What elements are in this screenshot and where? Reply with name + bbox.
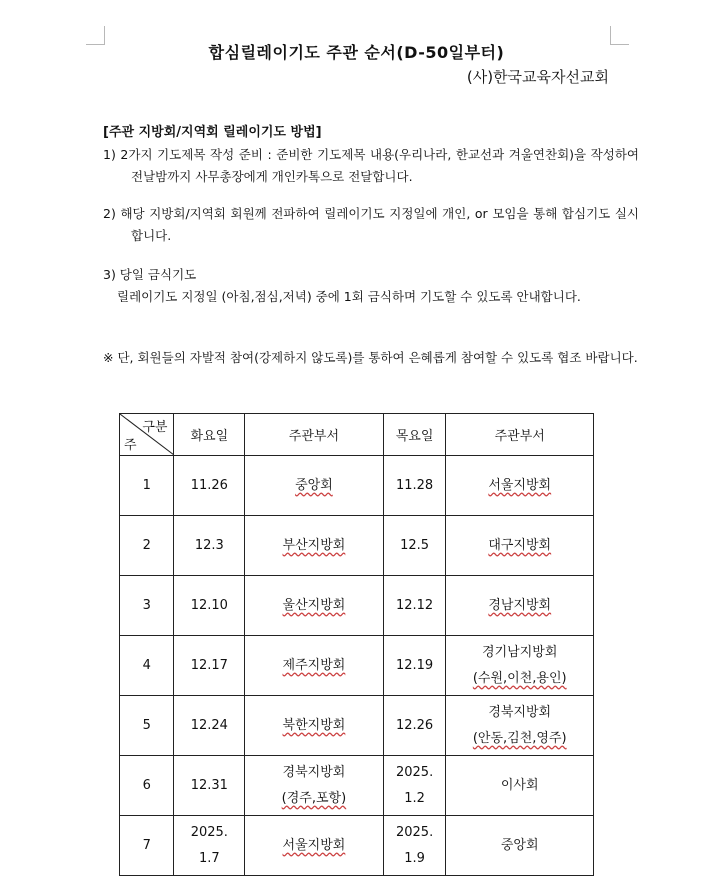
header-tuesday: 화요일 xyxy=(174,414,245,456)
table-row xyxy=(120,696,594,756)
thursday-host-cell xyxy=(446,696,594,756)
tuesday-host-cell xyxy=(245,456,384,516)
date-year: 2025. xyxy=(395,824,434,840)
thursday-date-cell: 12.26 xyxy=(383,696,446,756)
schedule-table xyxy=(119,413,594,876)
host-name: 경기남지방회 xyxy=(482,644,558,660)
method-item-1: 1) 2가지 기도제목 작성 준비 : 준비한 기도제목 내용(우리나라, 한교선과 겨울연찬회)을 작성하여 전날밤까지 사무총장에게 개인카톡으로 전달합니다. xyxy=(103,147,639,184)
host-name: 북한지방회 xyxy=(282,717,346,733)
tuesday-date-cell xyxy=(174,816,245,876)
tuesday-host-cell xyxy=(245,516,384,576)
table-row xyxy=(120,576,594,636)
host-name: 울산지방회 xyxy=(282,597,346,613)
host-name: 중앙회 xyxy=(295,477,333,493)
tuesday-host-cell xyxy=(245,636,384,696)
thursday-date-cell: 12.5 xyxy=(383,516,446,576)
method-item-3: 3) 당일 금식기도 xyxy=(103,267,197,282)
host-subregions: (경주,포항) xyxy=(281,790,347,806)
host-name: 부산지방회 xyxy=(282,537,346,553)
week-cell: 7 xyxy=(120,816,174,876)
thursday-date-cell xyxy=(383,816,446,876)
host-name: 제주지방회 xyxy=(282,657,346,673)
host-name: 서울지방회 xyxy=(282,837,346,853)
week-cell: 5 xyxy=(120,696,174,756)
host-name: 서울지방회 xyxy=(488,477,552,493)
thursday-host-cell xyxy=(446,516,594,576)
host-subregions: (수원,이천,용인) xyxy=(472,670,567,686)
thursday-date-cell: 12.12 xyxy=(383,576,446,636)
thursday-date-cell: 11.28 xyxy=(383,456,446,516)
tuesday-date-cell: 12.24 xyxy=(174,696,245,756)
tuesday-date-cell: 12.10 xyxy=(174,576,245,636)
date-year: 2025. xyxy=(190,824,228,840)
tuesday-host-cell xyxy=(245,816,384,876)
thursday-host-cell xyxy=(446,456,594,516)
table-row xyxy=(120,756,594,816)
thursday-date-cell: 12.19 xyxy=(383,636,446,696)
host-name: 경북지방회 xyxy=(282,764,346,780)
thursday-host-cell xyxy=(446,636,594,696)
tuesday-host-cell xyxy=(245,696,384,756)
thursday-host-cell: 이사회 xyxy=(446,756,594,816)
date-day: 1.7 xyxy=(198,850,220,866)
host-name: 대구지방회 xyxy=(488,537,552,553)
organization-name: (사)한국교육자선교회 xyxy=(466,68,609,86)
host-subregions: (안동,김천,영주) xyxy=(472,730,567,746)
week-cell: 4 xyxy=(120,636,174,696)
host-name: 경남지방회 xyxy=(488,597,552,613)
week-cell: 1 xyxy=(120,456,174,516)
table-row xyxy=(120,816,594,876)
section-title: [주관 지방회/지역회 릴레이기도 방법] xyxy=(103,125,322,140)
thursday-host-cell: 중앙회 xyxy=(446,816,594,876)
tuesday-date-cell: 12.17 xyxy=(174,636,245,696)
date-day: 1.2 xyxy=(404,790,425,806)
header-corner-cell xyxy=(120,414,174,456)
method-item-2: 2) 해당 지방회/지역회 회원께 전파하여 릴레이기도 지정일에 개인, or 모임을 통해 합심기도 실시합니다. xyxy=(103,206,639,243)
header-host-thursday: 주관부서 xyxy=(446,414,594,456)
header-thursday: 목요일 xyxy=(383,414,446,456)
corner-label-category: 구분 xyxy=(142,420,168,435)
document-title: 합심릴레이기도 주관 순서(D-50일부터) xyxy=(208,43,505,62)
tuesday-host-cell xyxy=(245,576,384,636)
week-cell: 6 xyxy=(120,756,174,816)
table-header-row xyxy=(120,414,594,456)
table-row xyxy=(120,636,594,696)
week-cell: 2 xyxy=(120,516,174,576)
method-item-3-block xyxy=(103,264,611,308)
thursday-date-cell xyxy=(383,756,446,816)
week-cell: 3 xyxy=(120,576,174,636)
header-host-tuesday: 주관부서 xyxy=(245,414,384,456)
table-row xyxy=(120,456,594,516)
tuesday-date-cell: 12.31 xyxy=(174,756,245,816)
date-day: 1.9 xyxy=(404,850,425,866)
method-item-3-detail: 릴레이기도 지정일 (아침,점심,저녁) 중에 1회 금식하며 기도할 수 있도록 안내합니다. xyxy=(117,289,581,304)
table-row xyxy=(120,516,594,576)
host-name: 경북지방회 xyxy=(488,704,552,720)
tuesday-host-cell xyxy=(245,756,384,816)
tuesday-date-cell: 11.26 xyxy=(174,456,245,516)
corner-label-week: 주 xyxy=(124,438,137,453)
note-paragraph: ※ 단, 회원들의 자발적 참여(강제하지 않도록)를 통하여 은혜롭게 참여할 수 있도록 협조 바랍니다. xyxy=(103,350,638,365)
date-year: 2025. xyxy=(395,764,434,780)
thursday-host-cell xyxy=(446,576,594,636)
tuesday-date-cell: 12.3 xyxy=(174,516,245,576)
